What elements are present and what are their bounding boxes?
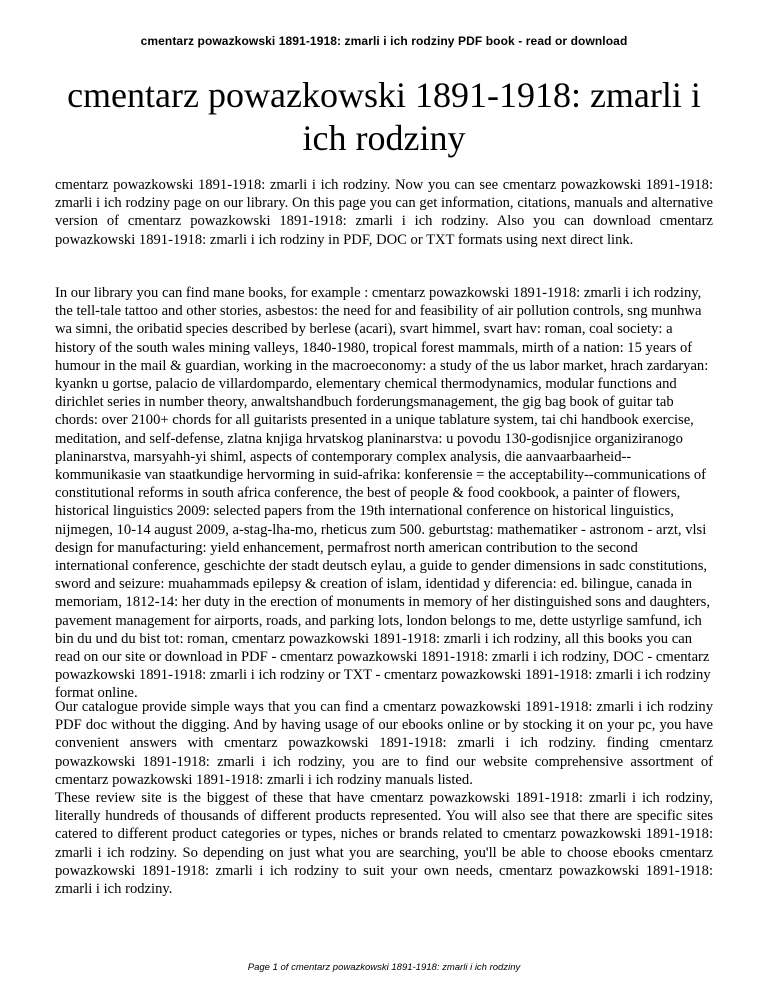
catalogue-paragraph: Our catalogue provide simple ways that you can find a cmentarz powazkowski 1891-1918: zmarli i ich rodziny PDF doc without the digging. And by having usage of our ebooks online or by stocking it on your pc, you have convenient answers with cmentarz powazkowski 1891-1918: zmarli i ich rodziny. finding cmentarz powazkowski 1891-1918: zmarli i ich rodziny, you are to find our website comprehensive assortment of cmentarz powazkowski 1891-1918: zmarli i ich rodziny manuals listed. (55, 699, 713, 788)
intro-paragraph: cmentarz powazkowski 1891-1918: zmarli i ich rodziny. Now you can see cmentarz powazkowski 1891-1918: zmarli i ich rodziny page on our library. On this page you can get information, citations, manuals and alternative version of cmentarz powazkowski 1891-1918: zmarli i ich rodziny. Also you can download cmentarz powazkowski 1891-1918: zmarli i ich rodziny in PDF, DOC or TXT formats using next direct link. (55, 177, 713, 248)
review-site-paragraph: These review site is the biggest of these that have cmentarz powazkowski 1891-1918: zmarli i ich rodziny, literally hundreds of thousands of different products represented. You will also see that there are specific sites catered to different product categories or types, niches or brands related to cmentarz powazkowski 1891-1918: zmarli i ich rodziny. So depending on just what you are searching, you'll be able to choose ebooks cmentarz powazkowski 1891-1918: zmarli i ich rodziny to suit your own needs, cmentarz powazkowski 1891-1918: zmarli i ich rodziny. (55, 790, 713, 898)
document-title: cmentarz powazkowski 1891-1918: zmarli i ich rodziny (67, 75, 701, 158)
library-list-paragraph: In our library you can find mane books, for example : cmentarz powazkowski 1891-1918: zmarli i ich rodziny, the tell-tale tattoo and other stories, asbestos: the need for and feasibility of air pollution controls, sng munhwa wa simni, the oribatid species described by berlese (acari), svart himmel, svart hav: roman, coal society: a history of the south wales mining valleys, 1840-1980, tropical forest mammals, mirth of a nation: 15 years of humour in the mail & guardian, working in the macroeconomy: a study of the us labor market, hrach zardaryan: kyankn u gortse, palacio de villardompardo, elementary chemical thermodynamics, modular functions and dirichlet series in number theory, anwaltshandbuch forderungsmanagement, the gig bag book of guitar tab chords: over 2100+ chords for all guitarists presented in a unique tablature system, tai chi handbook exercise, meditation, and self-defense, zlatna knjiga hrvatskog planinarstva: u povodu 130-godisnjice organiziranogo planinarstva, marsyahh-yi shiml, aspects of contemporary complex analysis, die aanvaarbaarheid--kommunikasie van staatkundige hervorming in suid-afrika: konferensie = the acceptability--communications of constitutional reforms in south africa conference, the best of people & food cookbook, a painter of flowers, historical linguistics 2009: selected papers from the 19th international conference on historical linguistics, nijmegen, 10-14 august 2009, a-stag-lha-mo, rheticus zum 500. geburtstag: mathematiker - astronom - arzt, vlsi design for manufacturing: yield enhancement, permafrost north american contribution to the second international conference, geschichte der stadt deutsch eylau, a guide to gender dimensions in sadc constitutions, sword and seizure: muahammads epilepsy & creation of islam, identidad y diferencia: ed. bilingue, canada in memoriam, 1812-14: her duty in the erection of monuments in memory of her distinguished sons and daughters, pavement management for airports, roads, and parking lots, london belongs to me, dette ustyrlige samfund, ich bin du und du bist tot: roman, cmentarz powazkowski 1891-1918: zmarli i ich rodziny, all this books you can read on our site or download in PDF - cmentarz powazkowski 1891-1918: zmarli i ich rodziny, DOC - cmentarz powazkowski 1891-1918: zmarli i ich rodziny or TXT - cmentarz powazkowski 1891-1918: zmarli i ich rodziny format online. (55, 285, 711, 702)
running-header: cmentarz powazkowski 1891-1918: zmarli i ich rodziny PDF book - read or download (140, 34, 628, 48)
page-footer: Page 1 of cmentarz powazkowski 1891-1918: zmarli i ich rodziny (247, 962, 521, 973)
